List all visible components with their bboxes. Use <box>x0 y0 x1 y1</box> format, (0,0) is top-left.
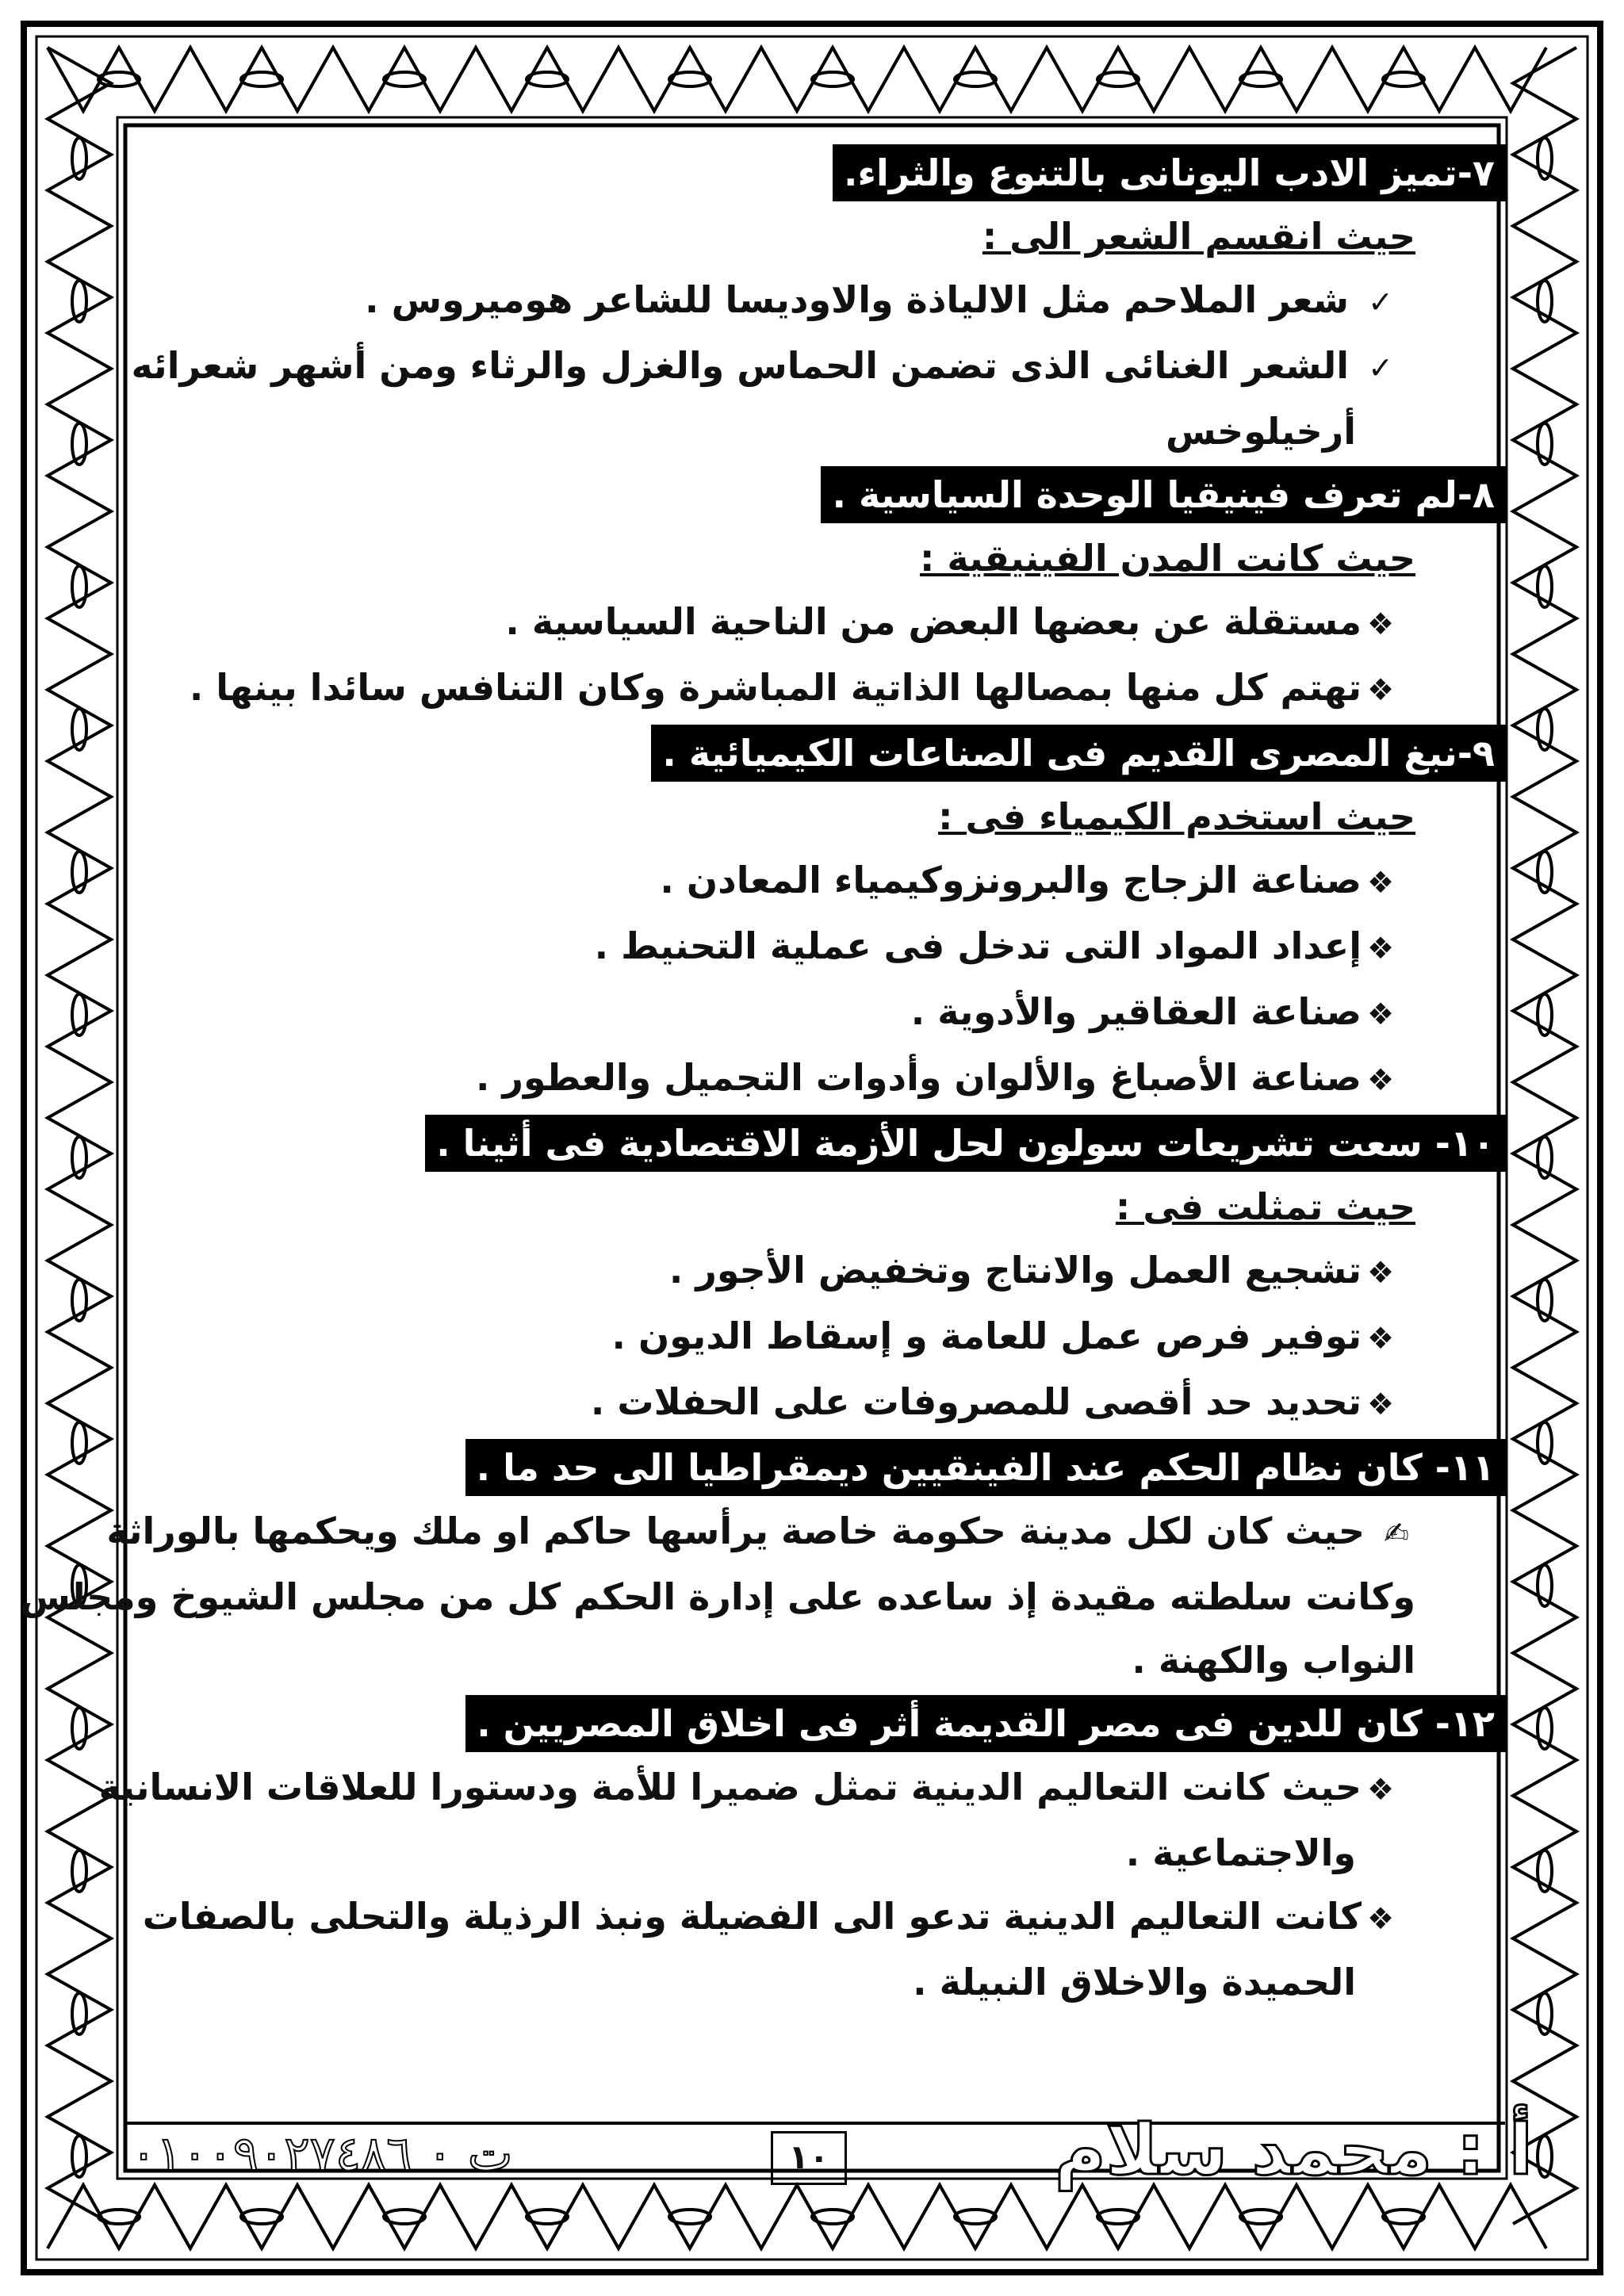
diamond-bullet-icon: ❖ <box>1366 1772 1395 1807</box>
section-subheading: حيث كانت المدن الفينيقية : <box>919 537 1415 580</box>
section-subheading: حيث تمثلت فى : <box>1115 1185 1415 1228</box>
author-name: أ : محمد سلام <box>1055 2109 1533 2191</box>
diamond-bullet-icon: ❖ <box>1366 1387 1395 1422</box>
diamond-bullet-icon: ❖ <box>1366 672 1395 707</box>
section-9 <box>190 721 1495 1112</box>
section-heading: ١٢- كان للدين فى مصر القديمة أثر فى اخلاق المصريين . <box>465 1695 1506 1752</box>
list-item: ❖حيث كانت التعاليم الدينية تمثل ضميرا للأمة ودستورا للعلاقات الانسانية <box>190 1755 1495 1821</box>
paragraph-line: ✍ حيث كان لكل مدينة حكومة خاصة يرأسها حاكم او ملك ويحكمها بالوراثة <box>190 1499 1495 1565</box>
list-item: ❖صناعة العقاقير والأدوية . <box>190 980 1495 1046</box>
section-8 <box>190 463 1495 721</box>
list-item: ❖كانت التعاليم الدينية تدعو الى الفضيلة ونبذ الرذيلة والتحلى بالصفات <box>190 1885 1495 1950</box>
section-12 <box>98 1692 1495 2014</box>
list-item: ❖تشجيع العمل والانتاج وتخفيض الأجور . <box>190 1238 1495 1304</box>
section-heading: ١٠- سعت تشريعات سولون لحل الأزمة الاقتصادية فى أثينا . <box>425 1115 1506 1172</box>
diamond-bullet-icon: ❖ <box>1366 1255 1395 1290</box>
list-item-continuation: أرخيلوخس <box>1166 410 1356 453</box>
diamond-bullet-icon: ❖ <box>1366 1062 1395 1097</box>
list-item: ❖تهتم كل منها بمصالها الذاتية المباشرة وكان التنافس سائدا بينها . <box>190 656 1495 721</box>
section-7 <box>131 141 1495 463</box>
diamond-bullet-icon: ❖ <box>1366 607 1395 641</box>
section-subheading: حيث انقسم الشعر الى : <box>982 215 1415 258</box>
list-item: ❖تحديد حد أقصى للمصروفات على الحفلات . <box>190 1370 1495 1436</box>
list-item: ❖صناعة الزجاج والبرونزوكيمياء المعادن . <box>190 848 1495 914</box>
list-item: ✓ الشعر الغنائى الذى تضمن الحماس والغزل والرثاء ومن أشهر شعرائه <box>190 334 1495 400</box>
diamond-bullet-icon: ❖ <box>1366 931 1395 966</box>
section-heading: ٨-لم تعرف فينيقيا الوحدة السياسية . <box>821 466 1506 523</box>
section-heading: ٧-تميز الادب اليونانى بالتنوع والثراء. <box>833 144 1506 201</box>
list-item-continuation: الحميدة والاخلاق النبيلة . <box>913 1961 1356 2003</box>
diamond-bullet-icon: ❖ <box>1366 1901 1395 1936</box>
check-icon: ✓ <box>1368 350 1393 385</box>
section-11 <box>20 1436 1495 1692</box>
paragraph-line: النواب والكهنة . <box>1132 1639 1415 1682</box>
list-item: ❖صناعة الأصباغ والألوان وأدوات التجميل والعطور . <box>190 1046 1495 1112</box>
page-number: ١٠ <box>771 2131 847 2185</box>
list-item-continuation: والاجتماعية . <box>1125 1831 1356 1874</box>
diamond-bullet-icon: ❖ <box>1366 997 1395 1031</box>
diamond-bullet-icon: ❖ <box>1366 865 1395 900</box>
section-heading: ٩-نبغ المصرى القديم فى الصناعات الكيميائية . <box>651 725 1506 782</box>
list-item: ❖توفير فرص عمل للعامة و إسقاط الديون . <box>190 1304 1495 1370</box>
check-icon: ✓ <box>1368 285 1393 320</box>
section-10 <box>190 1112 1495 1436</box>
main-content <box>20 141 1495 2014</box>
writing-hand-icon: ✍ <box>1384 1516 1409 1551</box>
paragraph-line: وكانت سلطته مقيدة إذ ساعده على إدارة الحكم كل من مجلس الشيوخ ومجلس <box>20 1575 1415 1618</box>
section-subheading: حيث استخدم الكيمياء فى : <box>938 795 1415 838</box>
list-item: ✓ شعر الملاحم مثل الالياذة والاوديسا للشاعر هوميروس . <box>190 268 1495 334</box>
list-item: ❖إعداد المواد التى تدخل فى عملية التحنيط . <box>190 914 1495 980</box>
diamond-bullet-icon: ❖ <box>1366 1321 1395 1356</box>
section-heading: ١١- كان نظام الحكم عند الفينقيين ديمقراطيا الى حد ما . <box>465 1439 1506 1496</box>
list-item: ❖مستقلة عن بعضها البعض من الناحية السياسية . <box>190 590 1495 656</box>
phone-number: ت ٠ ٠١٠٠٩٠٢٧٤٨٦ <box>131 2126 513 2182</box>
